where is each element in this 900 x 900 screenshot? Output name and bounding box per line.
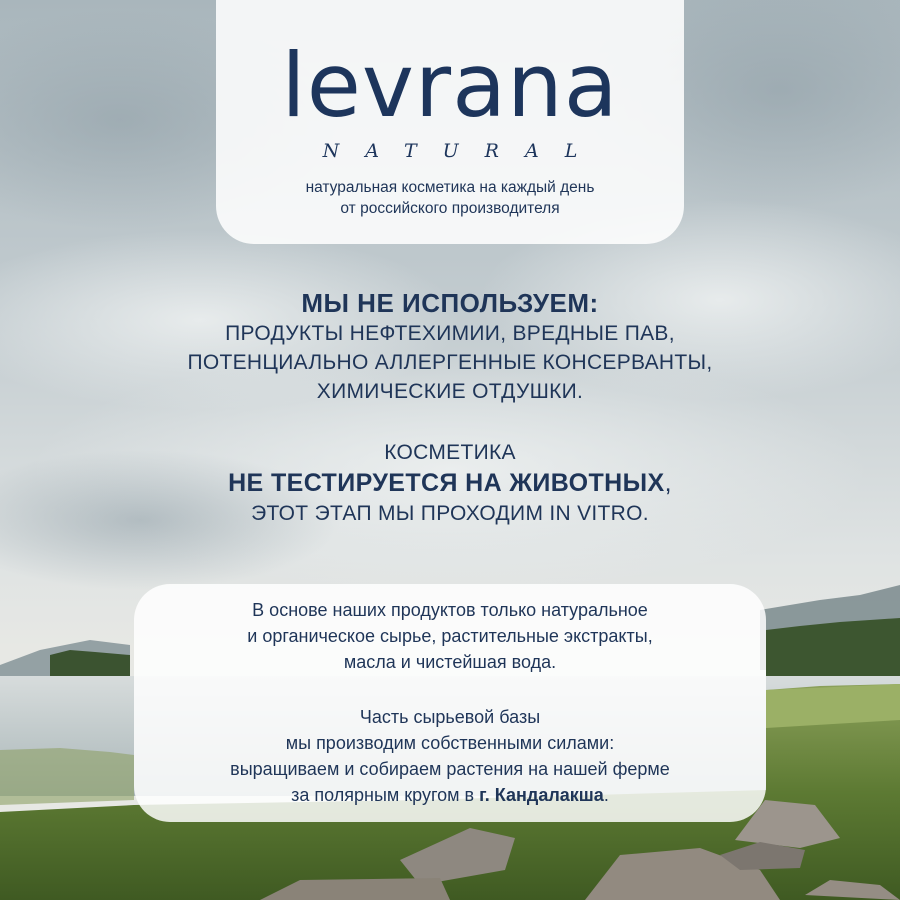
info-line: и органическое сырье, растительные экстракты, bbox=[247, 626, 653, 646]
not-used-line: ПОТЕНЦИАЛЬНО АЛЛЕРГЕННЫЕ КОНСЕРВАНТЫ, bbox=[187, 351, 713, 374]
tagline-line: натуральная косметика на каждый день bbox=[305, 179, 595, 196]
info-paragraph-farm bbox=[134, 704, 766, 808]
logo-card bbox=[216, 0, 684, 244]
cosmetics-label: КОСМЕТИКА bbox=[384, 441, 516, 464]
not-tested-text: НЕ ТЕСТИРУЕТСЯ НА ЖИВОТНЫХ bbox=[228, 469, 665, 497]
brand-tagline bbox=[216, 177, 684, 219]
brand-wordmark: levrana bbox=[281, 34, 619, 137]
info-line: масла и чистейшая вода. bbox=[343, 652, 557, 672]
not-used-heading: МЫ НЕ ИСПОЛЬЗУЕМ: bbox=[301, 288, 599, 318]
info-line-location bbox=[134, 782, 766, 808]
tagline-line: от российского производителя bbox=[340, 200, 560, 217]
not-used-line: ПРОДУКТЫ НЕФТЕХИМИИ, ВРЕДНЫЕ ПАВ, bbox=[225, 322, 675, 345]
in-vitro-line: ЭТОТ ЭТАП МЫ ПРОХОДИМ IN VITRO. bbox=[251, 502, 649, 525]
info-card bbox=[134, 584, 766, 822]
info-line: Часть сырьевой базы bbox=[359, 707, 541, 727]
info-line: мы производим собственными силами: bbox=[285, 733, 615, 753]
info-line: В основе наших продуктов только натуральное bbox=[252, 600, 648, 620]
location-suffix: . bbox=[603, 785, 609, 805]
not-tested-line bbox=[100, 467, 800, 499]
info-line: выращиваем и собираем растения на нашей ферме bbox=[230, 759, 670, 779]
not-tested-comma: , bbox=[664, 469, 672, 497]
brand-submark: NATURAL bbox=[322, 140, 604, 162]
info-paragraph-ingredients bbox=[134, 597, 766, 675]
ingredients-statement bbox=[100, 287, 800, 528]
location-name: г. Кандалакша bbox=[479, 785, 604, 805]
not-used-line: ХИМИЧЕСКИЕ ОТДУШКИ. bbox=[316, 380, 584, 403]
location-prefix: за полярным кругом в bbox=[291, 785, 480, 805]
